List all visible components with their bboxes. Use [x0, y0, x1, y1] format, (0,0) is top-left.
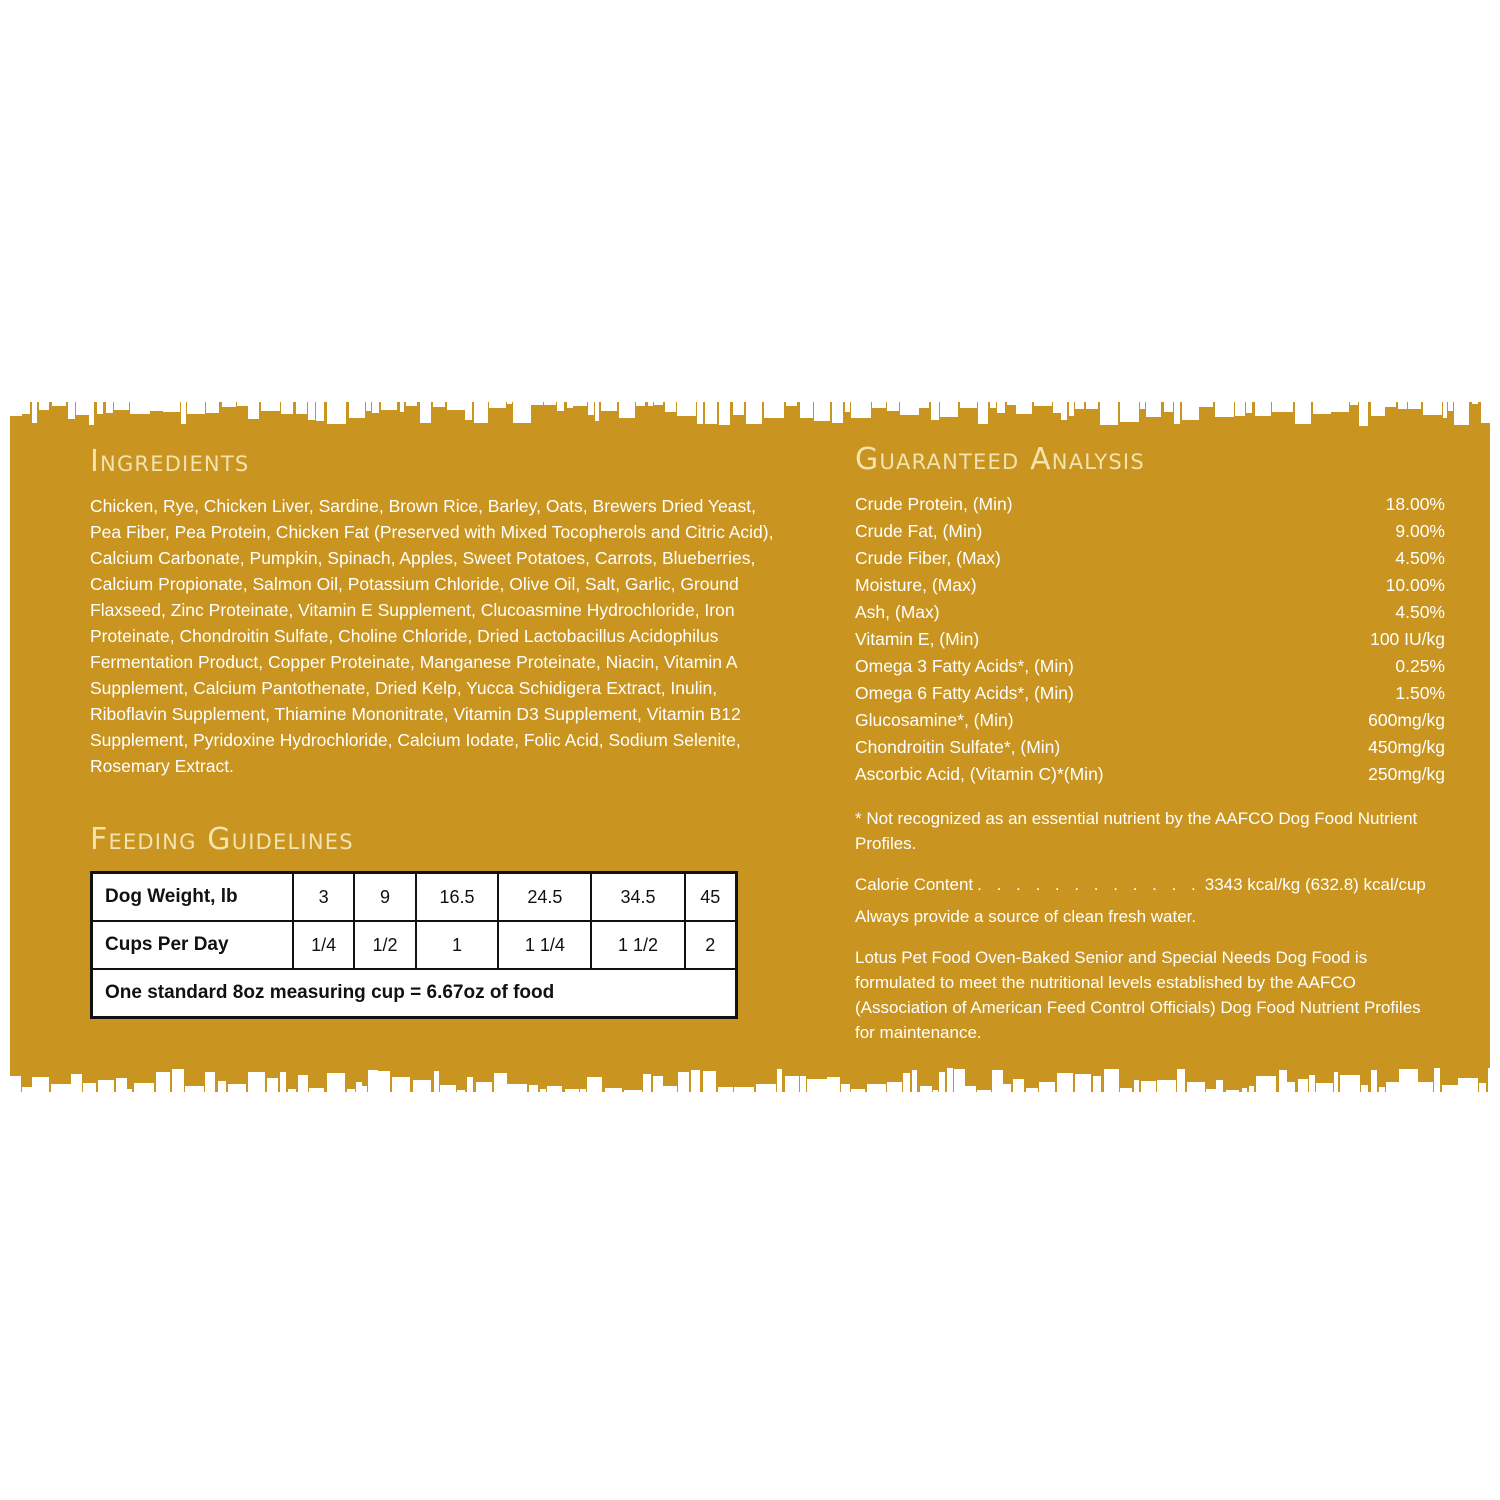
- list-item: [855, 653, 1445, 680]
- nutrient-label: Chondroitin Sulfate*, (Min): [855, 737, 1061, 757]
- nutrient-label: Crude Fat, (Min): [855, 521, 983, 541]
- nutrient-value: 4.50%: [1395, 602, 1445, 622]
- fresh-water-note: Always provide a source of clean fresh water.: [855, 907, 1197, 926]
- weight-cell-4: 34.5: [591, 873, 684, 922]
- weight-cell-0: 3: [293, 873, 354, 922]
- aafco-footnote: * Not recognized as an essential nutrient by the AAFCO Dog Food Nutrient Profiles.: [855, 809, 1418, 853]
- nutrient-label: Crude Protein, (Min): [855, 494, 1013, 514]
- nutrient-value: 10.00%: [1385, 575, 1445, 595]
- row-header-cups-per-day: Cups Per Day: [92, 921, 294, 969]
- nutrient-value: 4.50%: [1395, 548, 1445, 568]
- weight-cell-1: 9: [354, 873, 415, 922]
- list-item: [855, 599, 1445, 626]
- weight-cell-2: 16.5: [416, 873, 499, 922]
- nutrient-value: 1.50%: [1395, 683, 1445, 703]
- nutrient-label: Vitamin E, (Min): [855, 629, 980, 649]
- ingredients-text: Chicken, Rye, Chicken Liver, Sardine, Brown Rice, Barley, Oats, Brewers Dried Yeast, Pea Fiber, Pea Protein, Chicken Fat (Preserved with Mixed Tocopherols and Citric Acid), Calcium Carbonate, Pumpkin, Spinach, Apples, Sweet Potatoes, Carrots, Blueberries, Calcium Propionate, Salmon Oil, Potassium Chloride, Olive Oil, Salt, Garlic, Ground Flaxseed, Zinc Proteinate, Vitamin E Supplement, Clucoasmine Hydrochloride, Iron Proteinate, Chondroitin Sulfate, Choline Chloride, Dried Lactobacillus Acidophilus Fermentation Product, Copper Proteinate, Manganese Proteinate, Niacin, Vitamin A Supplement, Calcium Pantothenate, Dried Kelp, Yucca Schidigera Extract, Inulin, Riboflavin Supplement, Thiamine Mononitrate, Vitamin D3 Supplement, Vitamin B12 Supplement, Pyridoxine Hydrochloride, Calcium Iodate, Folic Acid, Sodium Selenite, Rosemary Extract.: [90, 496, 774, 776]
- cups-cell-3: 1 1/4: [498, 921, 591, 969]
- cups-cell-4: 1 1/2: [591, 921, 684, 969]
- table-row: [92, 921, 737, 969]
- measuring-cup-note: One standard 8oz measuring cup = 6.67oz of food: [92, 969, 737, 1018]
- nutrient-value: 100 IU/kg: [1370, 629, 1445, 649]
- weight-cell-5: 45: [685, 873, 737, 922]
- list-item: [855, 680, 1445, 707]
- ingredients-section: [90, 444, 790, 779]
- table-row: [92, 969, 737, 1018]
- feeding-guidelines-title: Feeding Guidelines: [90, 822, 354, 857]
- nutrient-label: Omega 6 Fatty Acids*, (Min): [855, 683, 1074, 703]
- nutrient-label: Glucosamine*, (Min): [855, 710, 1014, 730]
- ingredients-title: Ingredients: [90, 444, 250, 479]
- row-header-dog-weight: Dog Weight, lb: [92, 873, 294, 922]
- nutrient-value: 250mg/kg: [1368, 764, 1445, 784]
- calorie-content-value: 3343 kcal/kg (632.8) kcal/cup: [1204, 875, 1426, 894]
- table-row: [92, 873, 737, 922]
- gold-label-panel: [10, 402, 1490, 1092]
- list-item: [855, 734, 1445, 761]
- guaranteed-analysis-list: [855, 491, 1445, 788]
- list-item: [855, 518, 1445, 545]
- feeding-guidelines-section: [90, 822, 750, 1019]
- nutrient-label: Omega 3 Fatty Acids*, (Min): [855, 656, 1074, 676]
- nutrient-label: Ash, (Max): [855, 602, 940, 622]
- nutrient-value: 18.00%: [1385, 494, 1445, 514]
- list-item: [855, 761, 1445, 788]
- nutrient-value: 450mg/kg: [1368, 737, 1445, 757]
- weight-cell-3: 24.5: [498, 873, 591, 922]
- list-item: [855, 491, 1445, 518]
- cups-cell-1: 1/2: [354, 921, 415, 969]
- list-item: [855, 626, 1445, 653]
- list-item: [855, 707, 1445, 734]
- nutrient-label: Moisture, (Max): [855, 575, 977, 595]
- nutrient-value: 600mg/kg: [1368, 710, 1445, 730]
- nutrient-value: 9.00%: [1395, 521, 1445, 541]
- cups-cell-0: 1/4: [293, 921, 354, 969]
- list-item: [855, 572, 1445, 599]
- cups-cell-5: 2: [685, 921, 737, 969]
- guaranteed-analysis-section: [855, 442, 1445, 1045]
- calorie-content-label: Calorie Content: [855, 875, 974, 894]
- feeding-guidelines-table: [90, 871, 738, 1019]
- guaranteed-analysis-title: Guaranteed Analysis: [855, 442, 1145, 477]
- nutrient-label: Crude Fiber, (Max): [855, 548, 1001, 568]
- nutrient-label: Ascorbic Acid, (Vitamin C)*(Min): [855, 764, 1104, 784]
- cups-cell-2: 1: [416, 921, 499, 969]
- calorie-content-line: [855, 872, 1445, 897]
- nutrient-value: 0.25%: [1395, 656, 1445, 676]
- calorie-dots: . . . . . . . . . . . .: [977, 875, 1201, 894]
- list-item: [855, 545, 1445, 572]
- aafco-statement: Lotus Pet Food Oven-Baked Senior and Special Needs Dog Food is formulated to meet the nutritional levels established by the AAFCO (Association of American Feed Control Officials) Dog Food Nutrient Profiles for maintenance.: [855, 948, 1421, 1042]
